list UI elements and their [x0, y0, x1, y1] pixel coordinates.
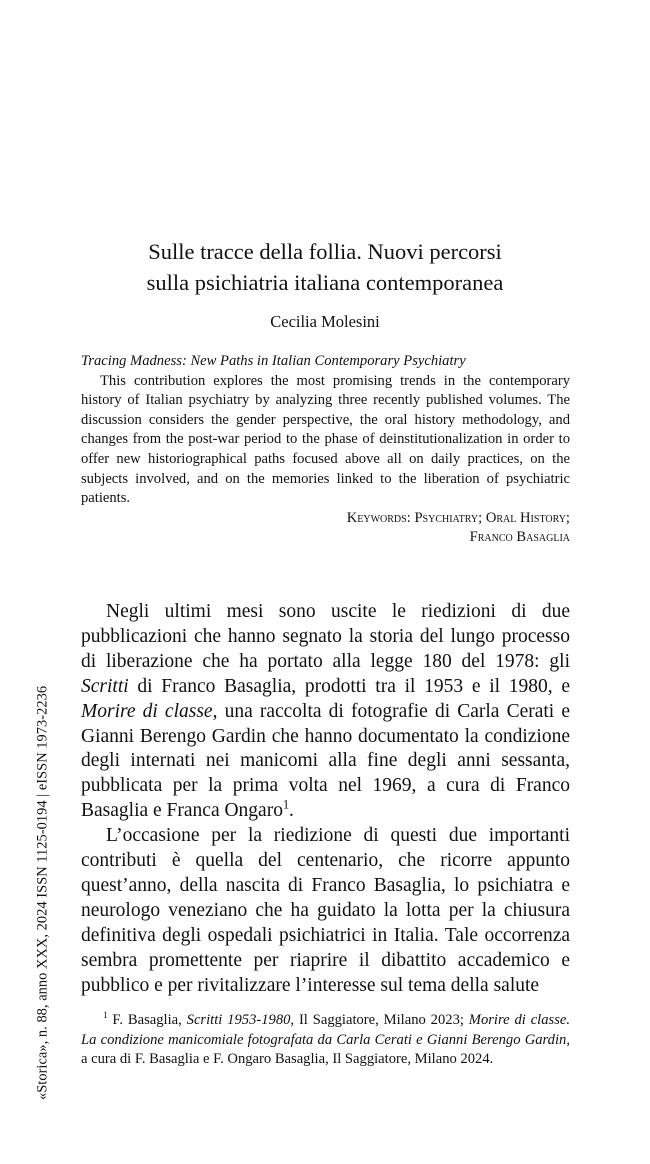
article-title: [0, 236, 650, 298]
footnote-italic-scritti: Scritti 1953-1980: [186, 1012, 291, 1028]
article-title-line-1: Sulle tracce della follia. Nuovi percorsi: [148, 239, 502, 264]
keywords-label: Keywords:: [346, 509, 411, 526]
journal-info: «Storica», n. 88, anno XXX, 2024 ISSN 1125-0194 | eISSN 1973-2236: [34, 685, 51, 1100]
footnote-text-c: , a cura di F. Basaglia e F. Ongaro Basaglia, Il Saggiatore, Milano 2024.: [81, 1031, 570, 1068]
footnote-text-b: , Il Saggiatore, Milano 2023;: [290, 1012, 469, 1028]
abstract: [81, 352, 570, 548]
article-author: Cecilia Molesini: [270, 312, 380, 331]
footnote-number: 1: [103, 1010, 108, 1021]
footnote-text-a: F. Basaglia,: [107, 1012, 187, 1028]
journal-sidebar: [33, 590, 53, 1100]
keywords-values-1: Psychiatry; Oral History;: [414, 509, 570, 526]
body-p1-text-c: , una raccolta di fotografie di Carla Cerati e Gianni Berengo Gardin che hanno documentato la condizione degli internati nei manicomi alla fine degli anni sessanta, pubblicata per la prima volta nel 1969, a cura di Franco Basaglia e Franca Ongaro: [81, 700, 570, 822]
footnote-1: [81, 1011, 570, 1070]
body-paragraph-1: [81, 600, 570, 824]
body-p1-text-a: Negli ultimi mesi sono uscite le riedizioni di due pubblicazioni che hanno segnato la storia del lungo processo di liberazione che ha portato alla legge 180 del 1978: gli: [81, 601, 570, 672]
abstract-text: This contribution explores the most promising trends in the contemporary history of Italian psychiatry by analyzing three recently published volumes. The discussion considers the gender perspective, the oral history methodology, and changes from the post-war period to the phase of deinstitutionalization in order to offer new historiographical paths focused above all on daily practices, on the subjects involved, and on the memories linked to the liberation of psychiatric patients.: [81, 372, 570, 507]
article-body: [81, 600, 570, 999]
keywords-line-1: [81, 509, 570, 529]
keywords-line-2: Franco Basaglia: [469, 529, 570, 546]
body-p1-text-b: di Franco Basaglia, prodotti tra il 1953 e il 1980, e: [128, 675, 570, 697]
footnote-reference[interactable]: 1: [282, 797, 290, 812]
abstract-title: Tracing Madness: New Paths in Italian Contemporary Psychiatry: [81, 353, 466, 369]
article-title-line-2: sulla psichiatria italiana contemporanea: [146, 270, 504, 295]
body-p1-end: .: [289, 800, 294, 822]
body-p1-italic-morire: Morire di classe: [81, 700, 213, 722]
body-paragraph-2: L’occasione per la riedizione di questi due importanti contributi è quella del centenario, che ricorre appunto quest’anno, della nascita di Franco Basaglia, lo psichiatra e neurologo veneziano che ha guidato la lotta per la chiusura definitiva degli ospedali psichiatrici in Italia. Tale occorrenza sembra promettente per riaprire il dibattito accademico e pubblico e per rivitalizzare l’interesse sul tema della salute: [81, 825, 570, 996]
footnote-italic-morire: Morire di classe. La condizione manicomiale fotografata da Carla Cerati e Gianni Berengo Gardin: [81, 1012, 571, 1048]
body-p1-italic-scritti: Scritti: [81, 675, 129, 697]
footnote: [81, 1011, 570, 1070]
